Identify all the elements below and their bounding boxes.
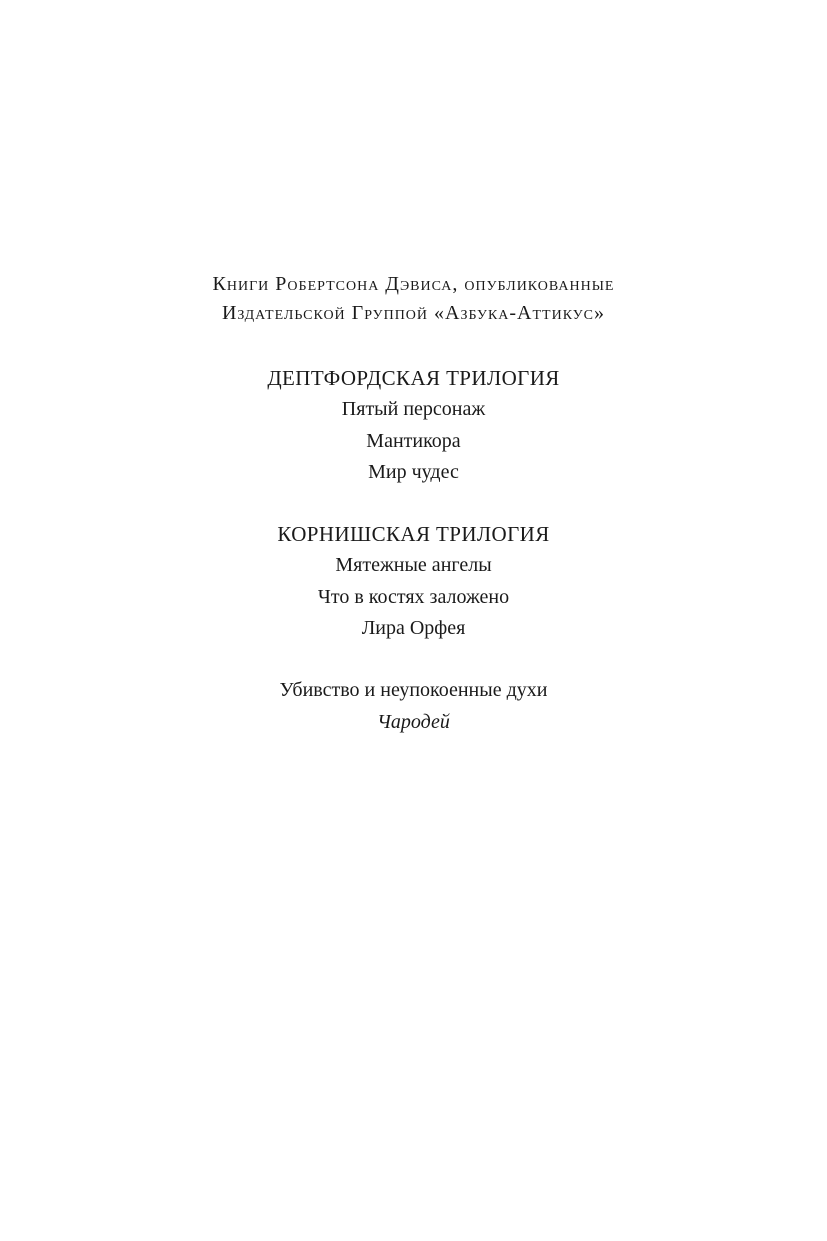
publisher-header: [0, 270, 827, 328]
header-line-1: Книги Робертсона Дэвиса, опубликованные: [212, 273, 615, 295]
section-title: ДЕПТФОРДСКАЯ ТРИЛОГИЯ: [267, 366, 560, 390]
header-line-2: Издательской Группой «Азбука-Аттикус»: [221, 302, 606, 324]
book-title: Пятый персонаж: [341, 398, 486, 420]
section-standalone: [0, 675, 827, 738]
book-title-italic: Чародей: [377, 710, 450, 733]
section-deptford: [0, 362, 827, 489]
book-title: Лира Орфея: [361, 617, 466, 639]
book-title: Мантикора: [366, 429, 461, 452]
section-title: КОРНИШСКАЯ ТРИЛОГИЯ: [277, 522, 550, 546]
book-title: Убивство и неупокоенные духи: [279, 679, 548, 701]
section-cornish: [0, 518, 827, 645]
book-title: Что в костях заложено: [317, 585, 510, 608]
book-title: Мятежные ангелы: [335, 554, 492, 576]
book-title: Мир чудес: [368, 461, 459, 483]
